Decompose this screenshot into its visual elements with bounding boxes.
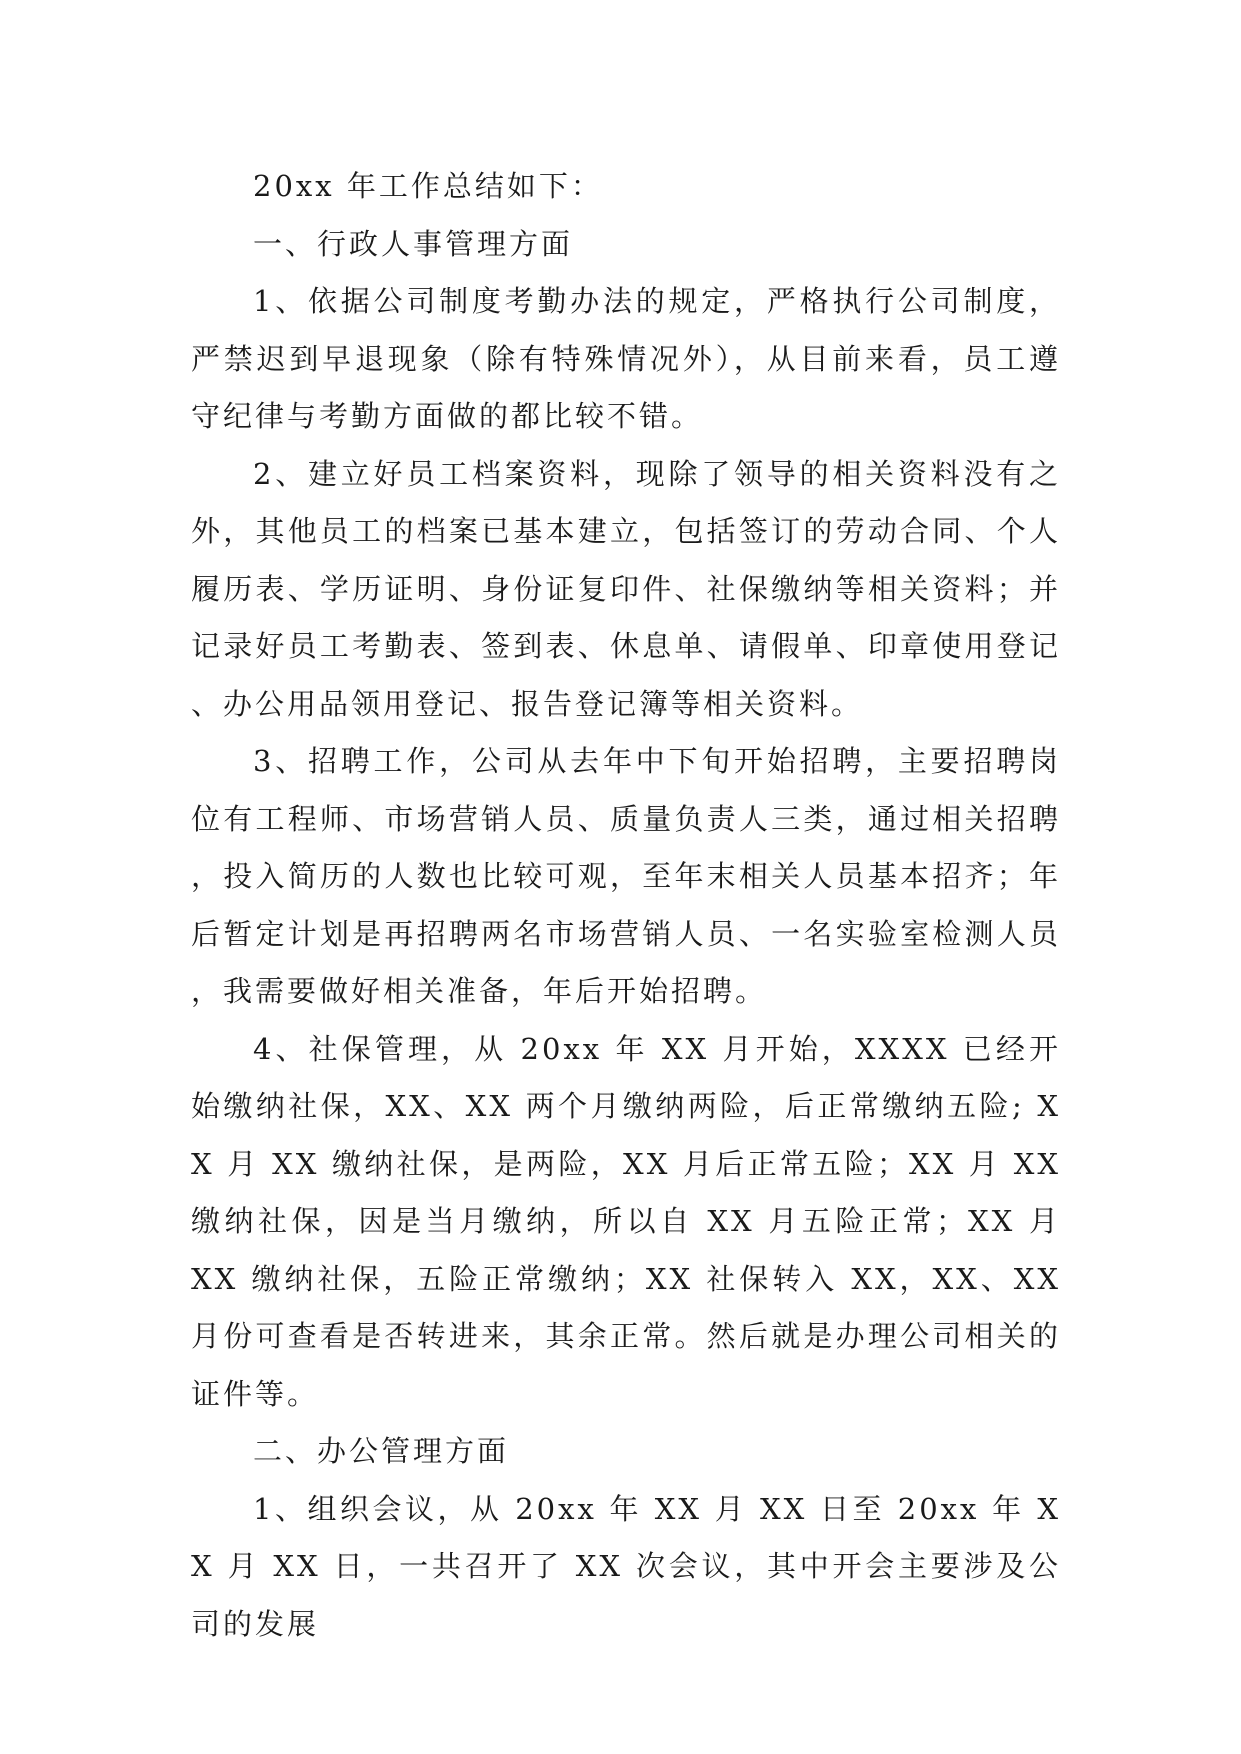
section-1-item-3: 3、招聘工作，公司从去年中下旬开始招聘，主要招聘岗位有工程师、市场营销人员、质量负责人三类，通过相关招聘，投入简历的人数也比较可观，至年末相关人员基本招齐；年后暂定计划是再招聘两名市场营销人员、一名实验室检测人员，我需要做好相关准备，年后开始招聘。 <box>191 744 1061 1008</box>
section-1-item-4: 4、社保管理，从 20xx 年 XX 月开始，XXXX 已经开始缴纳社保，XX、XX 两个月缴纳两险，后正常缴纳五险; XX 月 XX 缴纳社保，是两险，XX 月后正常五险；XX 月 XX 缴纳社保，因是当月缴纳，所以自 XX 月五险正常；XX 月 XX 缴纳社保，五险正常缴纳；XX 社保转入 XX，XX、XX 月份可查看是否转进来，其余正常。然后就是办理公司相关的证件等。 <box>191 1031 1061 1411</box>
intro-line: 20xx 年工作总结如下： <box>253 169 603 203</box>
section-1-heading: 一、行政人事管理方面 <box>253 226 574 261</box>
section-2-item-1: 1、组织会议，从 20xx 年 XX 月 XX 日至 20xx 年 XX 月 XX 日，一共召开了 XX 次会议，其中开会主要涉及公司的发展 <box>191 1491 1061 1641</box>
document-body <box>191 158 1061 1653</box>
section-1-item-2: 2、建立好员工档案资料，现除了领导的相关资料没有之外，其他员工的档案已基本建立，包括签订的劳动合同、个人履历表、学历证明、身份证复印件、社保缴纳等相关资料；并记录好员工考勤表、签到表、休息单、请假单、印章使用登记、办公用品领用登记、报告登记簿等相关资料。 <box>191 456 1061 721</box>
section-1-item-1: 1、依据公司制度考勤办法的规定，严格执行公司制度，严禁迟到早退现象（除有特殊情况外），从目前来看，员工遵守纪律与考勤方面做的都比较不错。 <box>191 284 1061 433</box>
section-2-heading: 二、办公管理方面 <box>253 1434 510 1468</box>
